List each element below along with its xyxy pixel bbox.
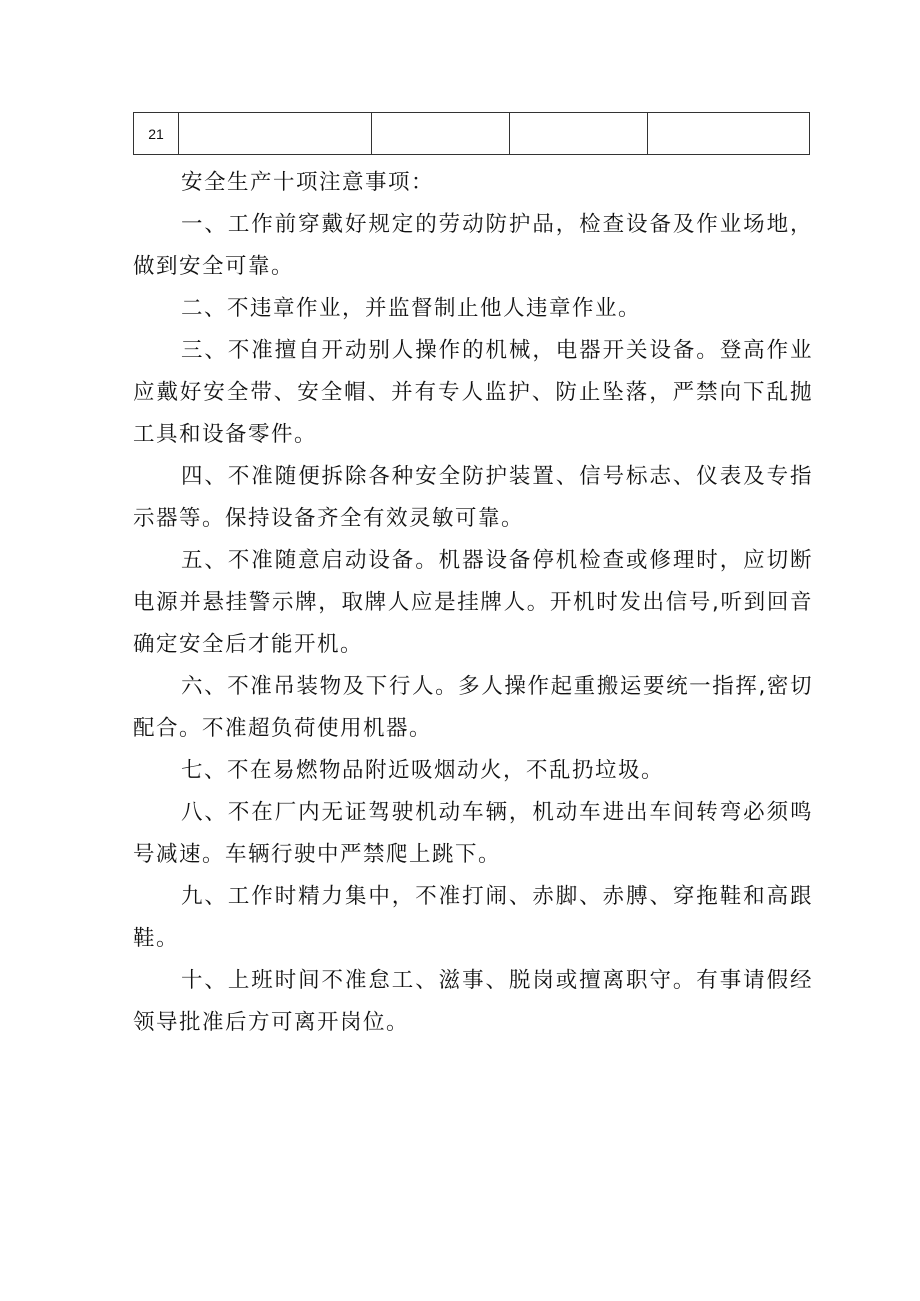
table-cell — [510, 113, 648, 155]
notice-item-7: 七、不在易燃物品附近吸烟动火，不乱扔垃圾。 — [181, 758, 665, 783]
table-cell — [372, 113, 510, 155]
notice-item-6: 六、不准吊装物及下行人。多人操作起重搬运要统一指挥,密切配合。不准超负荷使用机器。 — [133, 674, 813, 741]
notice-item-8: 八、不在厂内无证驾驶机动车辆，机动车进出车间转弯必须鸣号减速。车辆行驶中严禁爬上跳下。 — [133, 800, 813, 867]
notice-item-2: 二、不违章作业，并监督制止他人违章作业。 — [181, 296, 642, 321]
notice-item-9: 九、工作时精力集中，不准打闹、赤脚、赤膊、穿拖鞋和高跟鞋。 — [133, 884, 813, 951]
table-cell — [179, 113, 372, 155]
notice-heading: 安全生产十项注意事项： — [181, 170, 435, 195]
notice-item-1: 一、工作前穿戴好规定的劳动防护品，检查设备及作业场地，做到安全可靠。 — [133, 212, 813, 279]
notice-item-10: 十、上班时间不准怠工、滋事、脱岗或擅离职守。有事请假经领导批准后方可离开岗位。 — [133, 968, 813, 1035]
table-row — [134, 113, 810, 155]
table-cell — [648, 113, 810, 155]
notice-item-4: 四、不准随便拆除各种安全防护装置、信号标志、仪表及专指示器等。保持设备齐全有效灵敏可靠。 — [133, 464, 813, 531]
records-table — [133, 112, 810, 155]
notice-item-5: 五、不准随意启动设备。机器设备停机检查或修理时，应切断电源并悬挂警示牌，取牌人应是挂牌人。开机时发出信号,听到回音确定安全后才能开机。 — [133, 548, 813, 657]
row-number-cell: 21 — [134, 113, 179, 155]
notice-item-3: 三、不准擅自开动别人操作的机械，电器开关设备。登高作业应戴好安全带、安全帽、并有专人监护、防止坠落，严禁向下乱抛工具和设备零件。 — [133, 338, 813, 447]
safety-notice — [133, 162, 813, 1044]
